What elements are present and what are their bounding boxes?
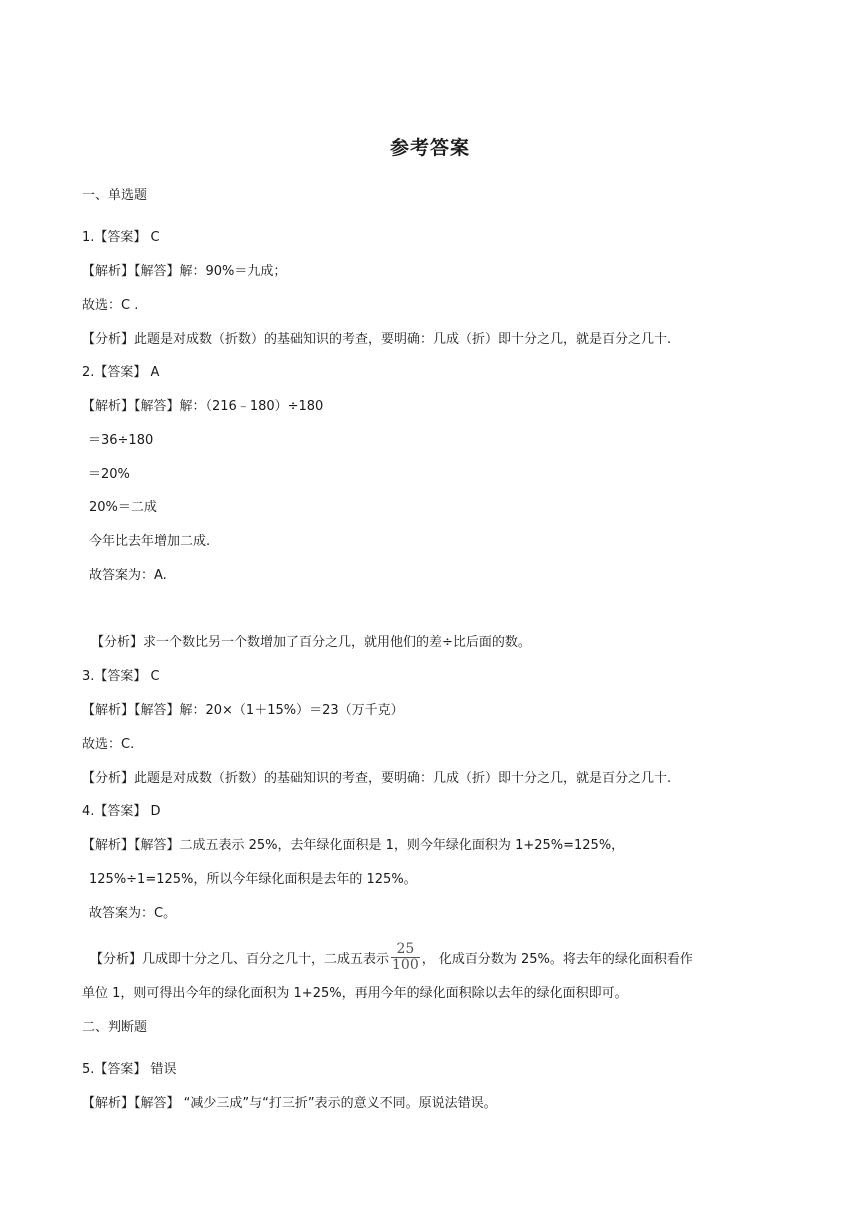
q1-answer: 1.【答案】 C	[82, 230, 160, 245]
q2-step3: 20%＝二成	[89, 500, 157, 515]
q3-choose: 故选：C.	[82, 737, 135, 752]
q2-analysis: 【解析】【解答】解：（216﹣180）÷180	[82, 399, 324, 414]
page-title: 参考答案	[389, 137, 470, 159]
q3-answer: 3.【答案】 C	[82, 669, 160, 684]
q2-step1: ＝36÷180	[88, 433, 154, 448]
q4-answer: 4.【答案】 D	[82, 804, 161, 819]
q2-answer: 2.【答案】 A	[82, 365, 160, 380]
q4-note	[90, 941, 693, 975]
q2-step2: ＝20%	[88, 467, 130, 482]
q2-step4: 今年比去年增加二成.	[89, 534, 211, 549]
q4-analysis: 【解析】【解答】二成五表示 25%，去年绿化面积是 1，则今年绿化面积为 1+25%=125%，	[82, 838, 625, 853]
q5-answer: 5.【答案】 错误	[82, 1062, 177, 1077]
q2-choose: 故答案为：A.	[89, 568, 167, 583]
q1-note: 【分析】此题是对成数（折数）的基础知识的考查，要明确：几成（折）即十分之几，就是百分之几十.	[82, 332, 672, 347]
q3-note: 【分析】此题是对成数（折数）的基础知识的考查，要明确：几成（折）即十分之几，就是百分之几十.	[82, 771, 672, 786]
q4-note-post: ， 化成百分数为 25%。将去年的绿化面积看作	[421, 952, 693, 967]
q4-note-pre: 【分析】几成即十分之几、百分之几十，二成五表示	[90, 952, 390, 967]
q4-note-line2: 单位 1，则可得出今年的绿化面积为 1+25%，再用今年的绿化面积除以去年的绿化面积即可。	[82, 986, 628, 1001]
q2-note: 【分析】求一个数比另一个数增加了百分之几，就用他们的差÷比后面的数。	[91, 635, 531, 650]
q1-choose: 故选：C .	[82, 298, 139, 313]
q5-analysis: 【解析】【解答】 “减少三成”与“打三折”表示的意义不同。原说法错误。	[82, 1096, 497, 1111]
fraction-25-100	[391, 942, 420, 973]
section-single-choice: 一、单选题	[82, 188, 148, 203]
q4-choose: 故答案为：C。	[89, 906, 177, 921]
q3-analysis: 【解析】【解答】解：20×（1＋15%）＝23（万千克）	[82, 703, 404, 718]
q4-line2: 125%÷1=125%，所以今年绿化面积是去年的 125%。	[89, 872, 417, 887]
section-true-false: 二、判断题	[82, 1020, 148, 1035]
fraction-numerator: 25	[391, 942, 420, 958]
q1-analysis: 【解析】【解答】解：90%＝九成；	[82, 264, 287, 279]
fraction-denominator: 100	[392, 957, 419, 973]
